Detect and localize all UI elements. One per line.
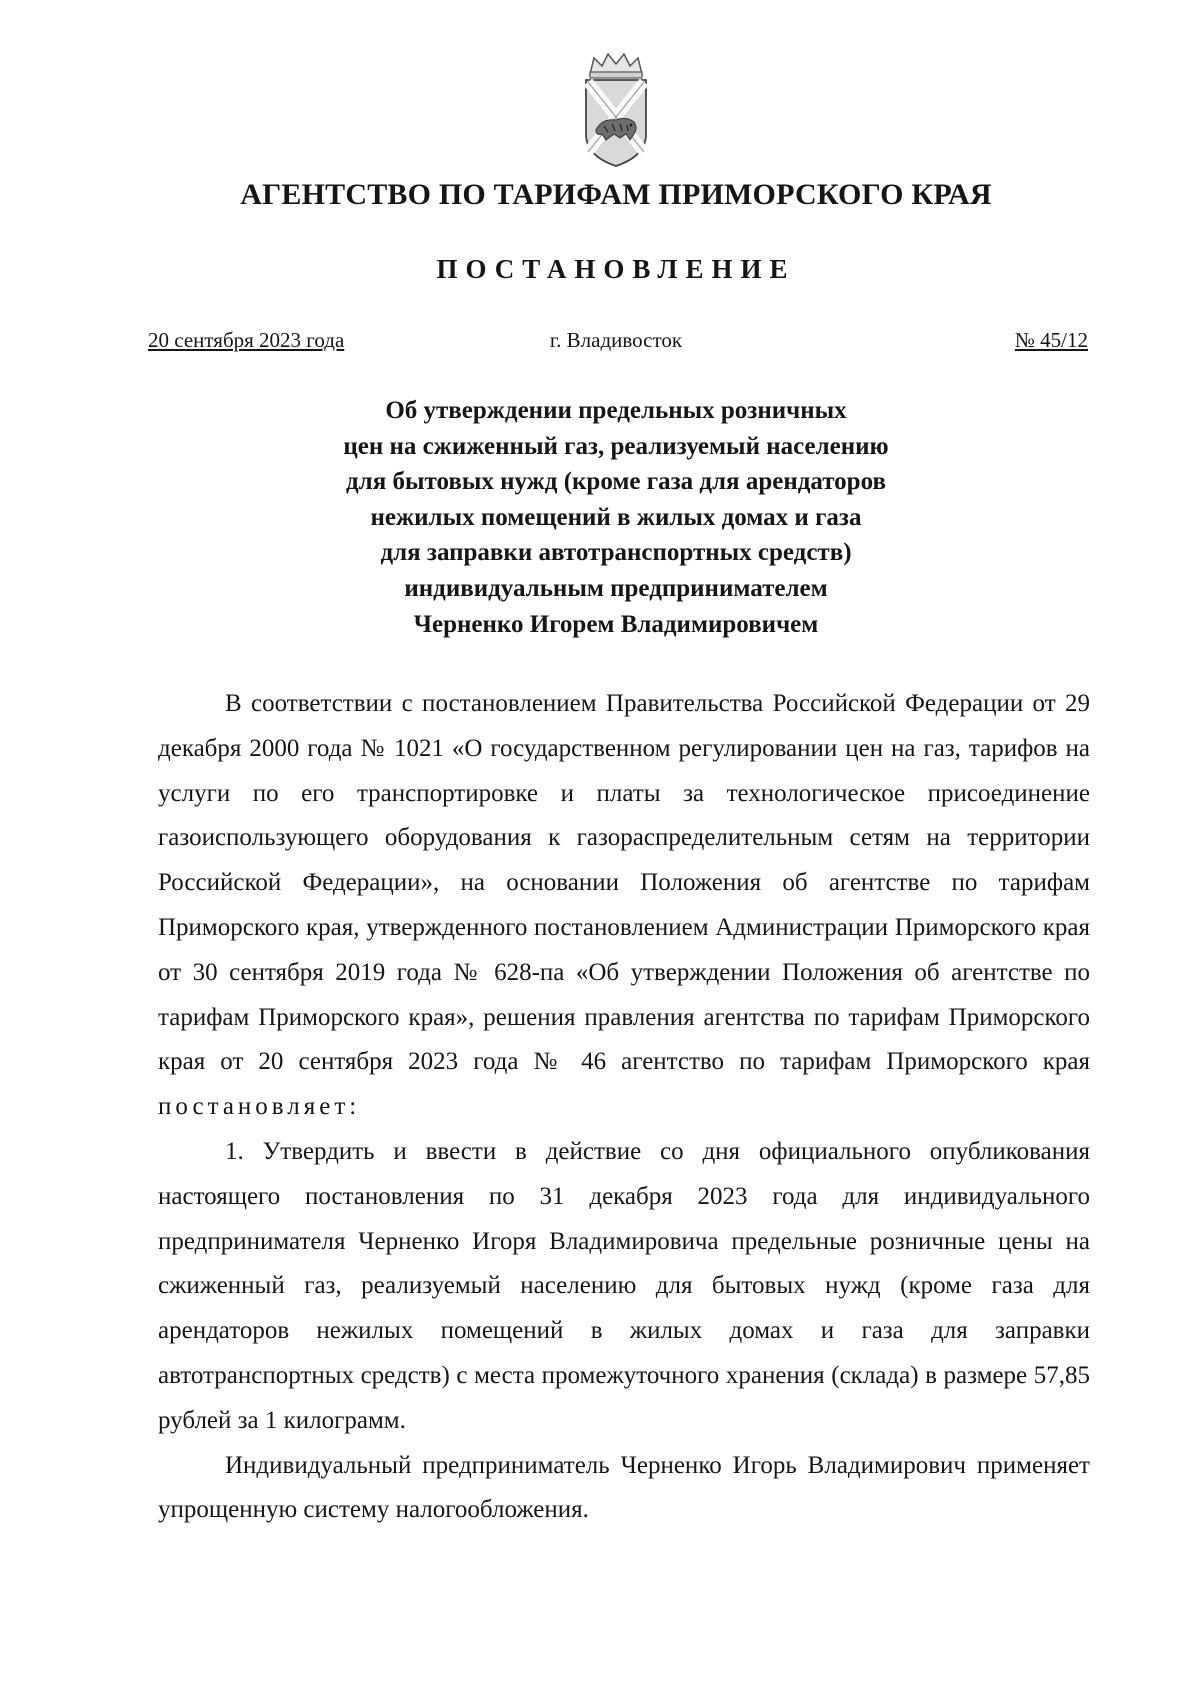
document-date: 20 сентября 2023 года [148, 328, 345, 352]
subject-line: для бытовых нужд (кроме газа для арендаторов [346, 468, 886, 496]
document-body [158, 682, 1090, 1533]
agency-title: АГЕНТСТВО ПО ТАРИФАМ ПРИМОРСКОГО КРАЯ [240, 178, 992, 211]
subject-line: для заправки автотранспортных средств) [380, 539, 852, 567]
preamble-text: В соответствии с постановлением Правительства Российской Федерации от 29 декабря 2000 года № 1021 «О государственном регулировании цен на газ, тарифов на услуги по его транспортировке и платы за технологическое присоединение газоиспользующего оборудования к газораспределительным сетям на территории Российской Федерации», на основании Положения об агентстве по тарифам Приморского края, утвержденного постановлением Администрации Приморского края от 30 сентября 2019 года № 628-па «Об утверждении Положения об агентстве по тарифам Приморского края», решения правления агентства по тарифам Приморского края от 20 сентября 2023 года № 46 агентство по тарифам Приморского края [158, 690, 1090, 1076]
tax-note-paragraph: Индивидуальный предприниматель Черненко Игорь Владимирович применяет упрощенную систему налогообложения. [158, 1451, 1090, 1524]
preamble-paragraph [158, 682, 1090, 1130]
decree-word: постановляет: [158, 1093, 361, 1121]
subject-line: нежилых помещений в жилых домах и газа [370, 503, 862, 531]
subject-line: Об утверждении предельных розничных [385, 397, 847, 424]
document-city: г. Владивосток [549, 328, 683, 352]
primorsky-krai-coat-of-arms-icon [580, 52, 652, 170]
subject-line: цен на сжиженный газ, реализуемый населению [343, 432, 889, 460]
document-subject [150, 393, 1082, 642]
item-1-paragraph: 1. Утвердить и ввести в действие со дня официального опубликования настоящего постановления по 31 декабря 2023 года для индивидуального предпринимателя Черненко Игоря Владимировича предельные розничные цены на сжиженный газ, реализуемый населению для бытовых нужд (кроме газа для арендаторов нежилых помещений в жилых домах и газа для заправки автотранспортных средств) с места промежуточного хранения (склада) в размере 57,85 рублей за 1 килограмм. [158, 1137, 1090, 1434]
subject-line: Черненко Игорем Владимировичем [413, 610, 819, 638]
subject-line: индивидуальным предпринимателем [404, 574, 828, 602]
document-number: № 45/12 [1014, 328, 1088, 352]
document-type: ПОСТАНОВЛЕНИЕ [436, 254, 796, 284]
